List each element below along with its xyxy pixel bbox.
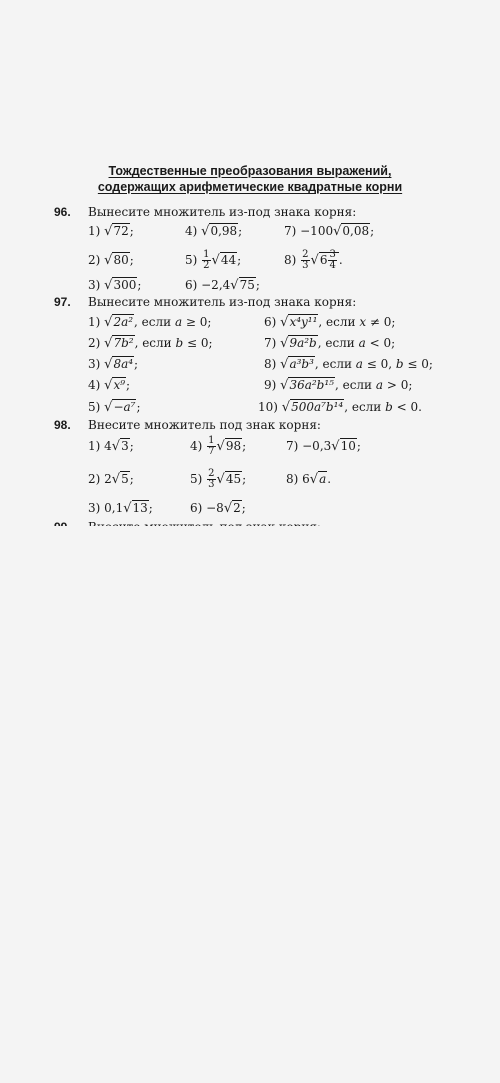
ex98-item-8: 8) 6√a. <box>286 472 332 487</box>
ex97-item-1: 1) √2a², если a ≥ 0; <box>88 315 212 330</box>
exercise-98-instruction: Внесите множитель под знак корня: <box>88 418 321 432</box>
ex97-item-9: 9) √36a²b¹⁵, если a > 0; <box>264 378 413 393</box>
exercise-98-number: 98. <box>54 418 71 432</box>
ex98-item-1: 1) 4√3; <box>88 439 134 454</box>
ex96-item-4: 4) √0,98; <box>185 224 243 239</box>
exercise-97-instruction: Вынесите множитель из-под знака корня: <box>88 295 357 309</box>
exercise-96-instruction: Вынесите множитель из-под знака корня: <box>88 205 357 219</box>
ex98-item-7: 7) −0,3√10; <box>286 439 361 454</box>
ex98-item-6: 6) −8√2; <box>190 501 246 516</box>
title-line-1: Тождественные преобразования выражений, <box>108 164 392 178</box>
ex96-item-2: 2) √80; <box>88 253 134 268</box>
ex98-item-4: 4) $\frac{1}{7}$ √98; <box>190 435 247 457</box>
ex98-item-2: 2) 2√5; <box>88 472 134 487</box>
ex96-item-5: 5) $\frac{1}{2}$ √44; <box>185 249 242 271</box>
ex98-item-3: 3) 0,1√13; <box>88 501 153 516</box>
blank-area <box>0 526 500 1083</box>
ex98-item-5: 5) $\frac{2}{3}$ √45; <box>190 468 247 490</box>
ex97-item-6: 6) √x⁴y¹¹, если x ≠ 0; <box>264 315 396 330</box>
ex97-item-3: 3) √8a⁴; <box>88 357 139 372</box>
ex97-item-10: 10) √500a⁷b¹⁴, если b < 0. <box>258 400 422 415</box>
ex96-item-8: 8) $\frac{2}{3}$ √6 $\frac{3}{4}$ . <box>284 249 343 271</box>
ex97-item-7: 7) √9a²b, если a < 0; <box>264 336 396 351</box>
title-line-2: содержащих арифметические квадратные корни <box>97 180 403 194</box>
ex96-item-7: 7) −100√0,08; <box>284 224 375 239</box>
ex96-item-6: 6) −2,4√75; <box>185 278 260 293</box>
ex96-item-1: 1) √72; <box>88 224 134 239</box>
ex97-item-8: 8) √a³b³, если a ≤ 0, b ≤ 0; <box>264 357 433 372</box>
ex97-item-5: 5) √−a⁷; <box>88 400 141 415</box>
ex96-item-3: 3) √300; <box>88 278 142 293</box>
exercise-96-number: 96. <box>54 205 71 219</box>
exercise-97-number: 97. <box>54 295 71 309</box>
ex97-item-2: 2) √7b², если b ≤ 0; <box>88 336 213 351</box>
ex97-item-4: 4) √x⁹; <box>88 378 131 393</box>
